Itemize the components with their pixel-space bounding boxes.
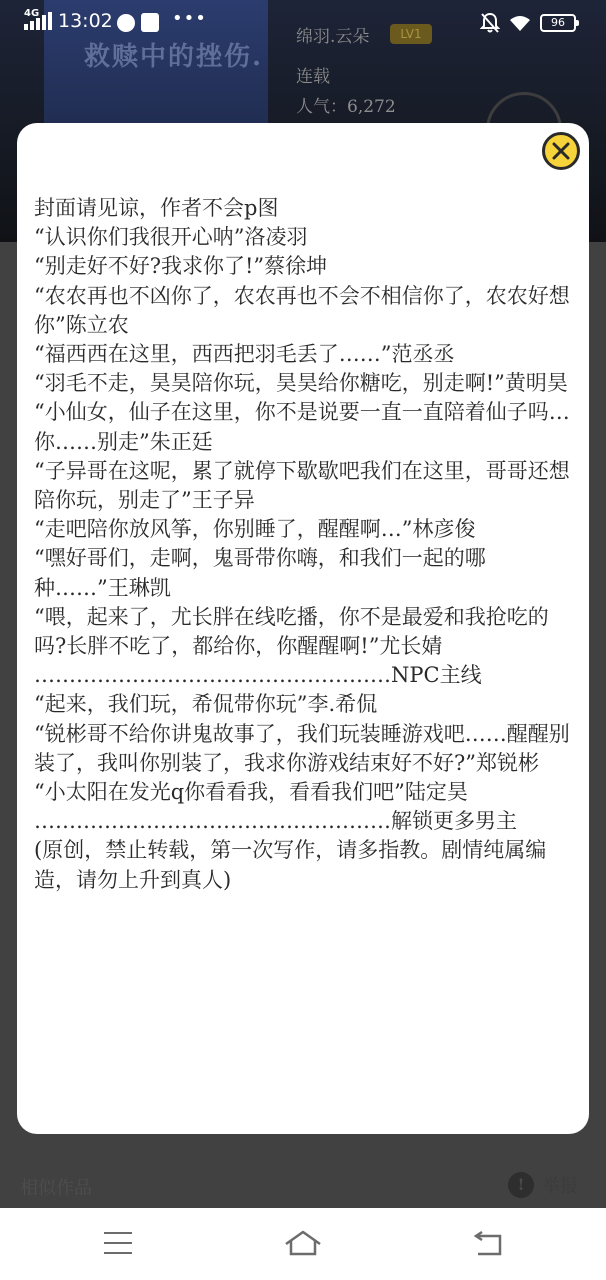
- more-notifications-icon: •••: [172, 8, 207, 29]
- back-icon[interactable]: [472, 1230, 504, 1258]
- battery-icon: 96: [540, 14, 576, 32]
- author-name[interactable]: 绵羽.云朵: [296, 27, 370, 47]
- report-label: 举报: [542, 1176, 578, 1197]
- app-notification-icon: [117, 14, 135, 32]
- mute-icon: [480, 12, 500, 34]
- home-icon[interactable]: [283, 1228, 323, 1260]
- warning-icon: !: [508, 1172, 534, 1198]
- intro-text: 封面请见谅，作者不会p图 “认识你们我很开心呐”洛凌羽 “别走好不好?我求你了!”蔡徐坤 “农农再也不凶你了，农农再也不会不相信你了，农农好想你”陈立农 “福西西在这里，西西把羽毛丢了……”范丞丞 “羽毛不走，昊昊陪你玩，昊昊给你糖吃，别走啊!”黄明昊 “小仙女，仙子在这里，你不是说要一直一直陪着仙子吗…你……别走”朱正廷 “子异哥在这呢，累了就停下歇歇吧我们在这里，哥哥还想陪你玩，别走了”王子异 “走吧陪你放风筝，你别睡了，醒醒啊…”林彦俊 “嘿好哥们，走啊，鬼哥带你嗨，和我们一起的哪种……”王琳凯 “喂，起来了，尤长胖在线吃播，你不是最爱和我抢吃的吗?长胖不吃了，都给你，你醒醒啊!”尤长婧 ……………………………………………NPC主线 “起来，我们玩，希侃带你玩”李.希侃 “锐彬哥不给你讲鬼故事了，我们玩装睡游戏吧……醒醒别装了，我叫你别装了，我求你游戏结束好不好?”郑锐彬 “小太阳在发光q你看看我，看看我们吧”陆定昊 ……………………………………………解锁更多男主 (原创，禁止转载，第一次写作，请多指教。剧情纯属编造，请勿上升到真人): [34, 196, 570, 892]
- book-cover-title: 救赎中的挫伤.: [84, 42, 264, 72]
- level-badge: LV1: [390, 24, 432, 44]
- clock: 13:02: [58, 10, 113, 32]
- report-button[interactable]: [508, 1172, 578, 1198]
- app-storage-icon: [141, 13, 159, 32]
- close-icon: [552, 142, 570, 160]
- serial-status: 连载: [296, 67, 330, 87]
- wifi-icon: [508, 14, 532, 32]
- close-button[interactable]: [542, 132, 580, 170]
- menu-icon[interactable]: [104, 1232, 134, 1256]
- navigation-bar: [0, 1208, 606, 1280]
- status-bar: [0, 0, 606, 46]
- signal-icon: [24, 8, 52, 30]
- similar-works-heading: 相似作品: [20, 1178, 92, 1199]
- network-type: 4G: [24, 8, 40, 19]
- popularity-count: 人气：6,272: [296, 97, 396, 117]
